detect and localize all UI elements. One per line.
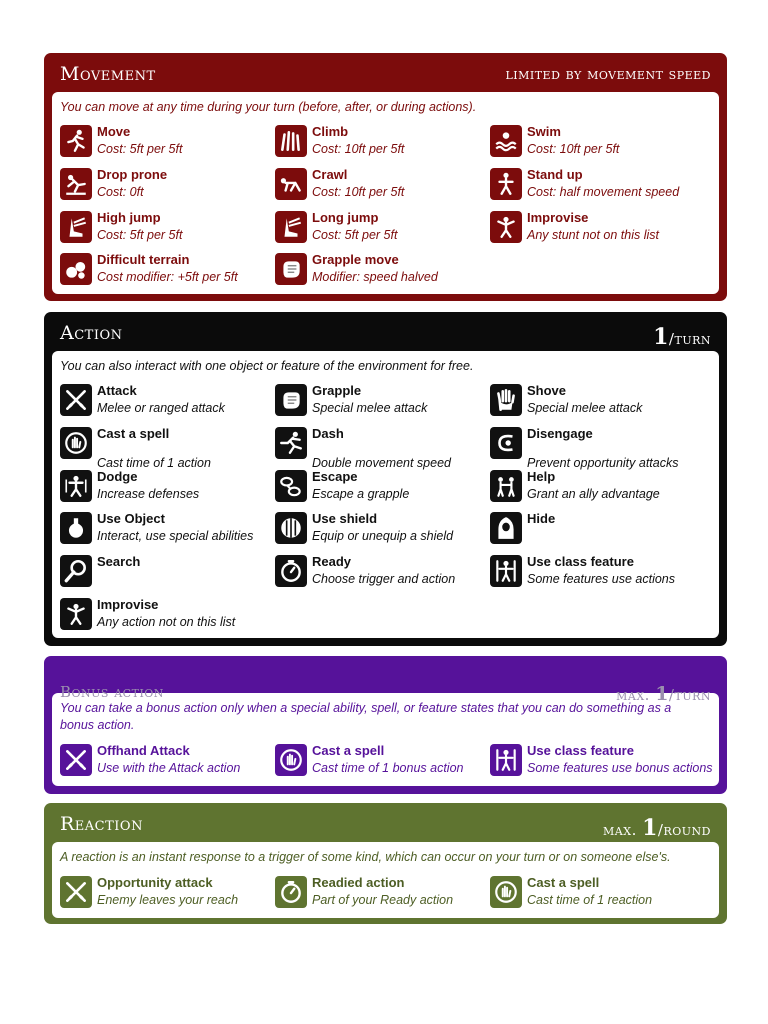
movement-item [60,208,265,248]
item-name: Improvise [97,597,159,612]
section-intro: You can move at any time during your turn (before, after, or during actions). [60,100,477,114]
item-desc: Cast time of 1 reaction [527,893,653,907]
item-desc: Special melee attack [527,401,643,415]
item-desc: Equip or unequip a shield [312,529,454,543]
section-panel [52,693,719,786]
stopwatch-icon [275,555,307,587]
movement-item [60,122,265,162]
standing-figure-icon [490,168,522,200]
item-desc: Cost: 10ft per 5ft [312,185,405,199]
magic-hand-icon [60,427,92,459]
item-name: Difficult terrain [97,252,190,267]
action-item [490,467,695,507]
falling-figure-icon [60,168,92,200]
crossed-swords-icon [60,876,92,908]
acrobat-icon [490,211,522,243]
item-desc: Cost: 5ft per 5ft [97,142,183,156]
swimmer-icon [490,125,522,157]
hooded-figure-icon [490,512,522,544]
item-name: Cast a spell [97,426,170,441]
item-name: Use shield [312,511,378,526]
limit-unit: /turn [668,686,711,704]
movement-item [60,165,265,205]
section-title: Reaction [60,813,143,835]
crossed-swords-icon [60,744,92,776]
item-name: Offhand Attack [97,743,190,758]
retreat-icon [490,427,522,459]
item-name: Stand up [527,167,583,182]
movement-section [44,53,727,301]
item-desc: Interact, use special abilities [97,529,254,543]
item-desc: Grant an ally advantage [527,487,660,501]
action-item [60,424,265,470]
item-name: High jump [97,210,161,225]
winged-boot-icon [60,211,92,243]
grabbing-hand-icon [275,384,307,416]
item-desc: Cost: 5ft per 5ft [97,228,183,242]
item-desc: Special melee attack [312,401,428,415]
limit-prefix: max. [616,686,656,704]
potion-icon [60,512,92,544]
action-item [275,509,480,549]
section-panel [52,842,719,918]
action-item [490,381,695,421]
item-desc: Cost: 5ft per 5ft [312,228,398,242]
crossed-swords-icon [60,384,92,416]
figure-with-weapons-icon [490,555,522,587]
section-limit [603,815,711,841]
reaction-section [44,803,727,924]
movement-item [275,165,480,205]
item-name: Dash [312,426,344,441]
item-desc: Cast time of 1 bonus action [312,761,464,775]
limit-number: 1 [655,683,669,705]
item-name: Climb [312,124,349,139]
section-intro: You can also interact with one object or feature of the environment for free. [60,359,474,373]
limit-unit: /round [657,821,711,839]
stopwatch-icon [275,876,307,908]
rocks-icon [60,253,92,285]
section-title: Movement [60,63,156,85]
reaction-item [60,873,265,913]
item-desc: Use with the Attack action [97,761,241,775]
section-title: Action [60,322,123,344]
action-item [60,509,265,549]
movement-item [490,122,695,162]
item-name: Search [97,554,141,569]
item-name: Attack [97,383,137,398]
item-desc: Any action not on this list [97,615,236,629]
magic-hand-icon [275,744,307,776]
item-name: Readied action [312,875,405,890]
action-section [44,312,727,646]
item-name: Grapple move [312,252,399,267]
item-name: Cast a spell [527,875,600,890]
item-desc: Cost: 0ft [97,185,144,199]
item-desc: Prevent opportunity attacks [527,456,679,470]
item-desc: Any stunt not on this list [527,228,660,242]
item-desc: Escape a grapple [312,487,410,501]
magnifying-glass-icon [60,555,92,587]
item-name: Dodge [97,469,138,484]
item-desc: Part of your Ready action [312,893,454,907]
item-desc: Cost: half movement speed [527,185,680,199]
item-name: Ready [312,554,352,569]
item-name: Crawl [312,167,348,182]
item-name: Help [527,469,556,484]
section-intro: A reaction is an instant response to a trigger of some kind, which can occur on your turn or on someone else's. [60,850,671,864]
section-panel [52,92,719,294]
item-name: Swim [527,124,561,139]
grabbing-hand-icon [275,253,307,285]
item-desc: Melee or ranged attack [97,401,225,415]
movement-item [490,208,695,248]
movement-item [275,122,480,162]
item-desc: Double movement speed [312,456,451,470]
item-desc: Increase defenses [97,487,200,501]
item-name: Hide [527,511,556,526]
item-desc: Cost: 10ft per 5ft [312,142,405,156]
section-intro: You can take a bonus action only when a special ability, spell, or feature states that you can do something as a bonus action. [60,701,672,732]
movement-item [490,165,695,205]
bonus-item [490,741,713,781]
bonus-action-section [44,656,727,794]
action-item [60,467,265,507]
section-panel [52,351,719,638]
action-item [60,381,265,421]
action-item [275,381,480,421]
sprinting-figure-icon [275,427,307,459]
action-item [275,467,480,507]
limit-number: 1 [653,324,669,350]
reaction-item [490,873,695,913]
action-item [275,424,480,470]
item-desc: Some features use actions [527,572,675,586]
limit-number: 1 [642,815,658,841]
open-hand-icon [490,384,522,416]
item-name: Grapple [312,383,362,398]
acrobat-icon [60,598,92,630]
broken-shackles-icon [275,470,307,502]
item-name: Use Object [97,511,165,526]
shield-icon [275,512,307,544]
item-name: Cast a spell [312,743,385,758]
action-item [490,552,695,592]
item-desc: Modifier: speed halved [312,270,438,284]
action-item [60,552,265,592]
item-name: Use class feature [527,743,634,758]
item-name: Move [97,124,131,139]
bonus-item [275,741,480,781]
action-item [275,552,480,592]
item-name: Shove [527,383,567,398]
limit-unit: /turn [668,330,711,348]
reaction-item [275,873,480,913]
item-desc: Cast time of 1 action [97,456,211,470]
action-item [490,509,695,549]
winged-boot-icon [275,211,307,243]
item-name: Opportunity attack [97,875,213,890]
section-limit [653,324,711,350]
dodging-figure-icon [60,470,92,502]
item-name: Improvise [527,210,589,225]
item-desc: Cost: 10ft per 5ft [527,142,620,156]
figure-with-weapons-icon [490,744,522,776]
item-desc: Enemy leaves your reach [97,893,239,907]
item-name: Drop prone [97,167,168,182]
climbing-hands-icon [275,125,307,157]
item-desc: Cost modifier: +5ft per 5ft [97,270,238,284]
bonus-item [60,741,265,781]
section-title: Bonus action [60,683,164,701]
item-name: Long jump [312,210,379,225]
item-name: Disengage [527,426,593,441]
limit-prefix: max. [603,821,643,839]
action-item [60,595,265,635]
action-item [490,424,695,470]
movement-item [275,208,480,248]
allies-icon [490,470,522,502]
item-desc: Choose trigger and action [312,572,456,586]
movement-item [60,250,265,290]
magic-hand-icon [490,876,522,908]
movement-item [275,250,480,290]
item-name: Use class feature [527,554,634,569]
section-limit: limited by movement speed [505,65,711,83]
running-figure-icon [60,125,92,157]
item-name: Escape [312,469,358,484]
crawling-figure-icon [275,168,307,200]
section-limit [616,683,711,705]
item-desc: Some features use bonus actions [527,761,713,775]
